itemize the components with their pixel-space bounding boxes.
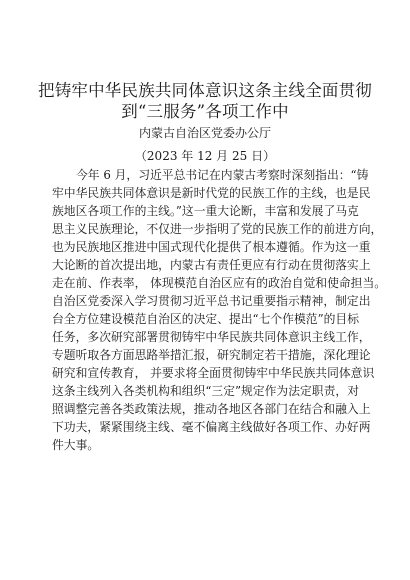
document-title-line-2: 到“三服务”各项工作中: [121, 102, 289, 121]
body-line-13: 这条主线列入各类机构和组织“三定”规定作为法定职责，对: [52, 384, 359, 398]
body-line-5: 也为民族地区推进中国式现代化提供了根本遵循。作为这一重: [52, 240, 371, 254]
body-line-7: 走在前、作表率， 体现模范自治区应有的政治自觉和使命担当。: [52, 276, 387, 290]
body-line-14: 照调整完善各类政策法规，推动各地区各部门在结合和融入上: [52, 402, 371, 416]
body-line-6: 大论断的首次提出地，内蒙古有责任更应有行动在贯彻落实上: [52, 258, 371, 272]
body-line-10: 任务，多次研究部署贯彻铸牢中华民族共同体意识主线工作，: [52, 330, 371, 344]
document-author: 内蒙古自治区党委办公厅: [138, 126, 271, 140]
body-line-8: 自治区党委深入学习贯彻习近平总书记重要指示精神，制定出: [52, 294, 371, 308]
body-line-15: 下功夫，紧紧围绕主线、毫不偏离主线做好各项工作、办好两: [52, 420, 371, 434]
body-line-1: 今年 6 月，习近平总书记在内蒙古考察时深刻指出：“铸: [76, 168, 369, 182]
body-line-2: 牢中华民族共同体意识是新时代党的民族工作的主线，也是民: [52, 186, 371, 200]
body-line-12: 研究和宣传教育， 并要求将全面贯彻铸牢中华民族共同体意识: [52, 366, 375, 380]
body-line-3: 族地区各项工作的主线。”这一重大论断，丰富和发展了马克: [52, 204, 359, 218]
body-line-16: 件大事。: [52, 438, 100, 452]
body-line-9: 台全方位建设模范自治区的决定、提出“七个作模范”的目标: [52, 312, 359, 326]
body-line-11: 专题听取各方面思路举措汇报，研究制定若干措施，深化理论: [52, 348, 371, 362]
document-date: （2023 年 12 月 25 日）: [134, 149, 276, 163]
body-line-4: 思主义民族理论，不仅进一步指明了党的民族工作的前进方向，: [52, 222, 383, 236]
document-title-line-1: 把铸牢中华民族共同体意识这条主线全面贯彻: [38, 81, 372, 100]
